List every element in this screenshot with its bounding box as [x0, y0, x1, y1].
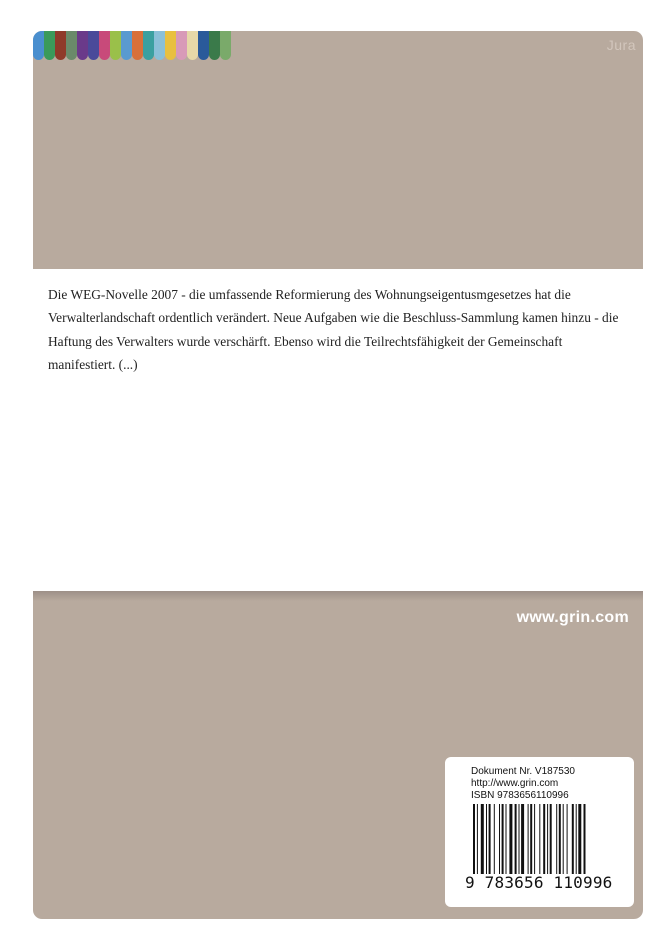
barcode-image — [473, 804, 617, 874]
website-label: www.grin.com — [516, 609, 629, 626]
barcode-bar — [499, 804, 500, 874]
color-stripe — [44, 31, 55, 60]
color-stripe — [99, 31, 110, 60]
color-stripe — [176, 31, 187, 60]
barcode-bar — [550, 804, 552, 874]
barcode-bar — [543, 804, 545, 874]
barcode-bar — [572, 804, 574, 874]
barcode-bar — [578, 804, 581, 874]
panel-shadow — [33, 591, 643, 601]
color-stripe — [110, 31, 121, 60]
color-stripe — [154, 31, 165, 60]
barcode-bar — [489, 804, 491, 874]
barcode-bar — [477, 804, 478, 874]
barcode-bar — [563, 804, 564, 874]
color-stripe — [121, 31, 132, 60]
color-stripe — [33, 31, 44, 60]
barcode-bar — [576, 804, 577, 874]
barcode-bar — [509, 804, 512, 874]
document-url: http://www.grin.com — [471, 778, 559, 789]
book-back-cover — [33, 31, 643, 919]
color-stripe — [220, 31, 231, 60]
barcode-bar — [473, 804, 475, 874]
abstract-panel — [33, 269, 643, 591]
barcode-bar — [481, 804, 484, 874]
barcode-bar — [547, 804, 548, 874]
color-stripe — [209, 31, 220, 60]
color-stripe — [55, 31, 66, 60]
barcode-bar — [530, 804, 532, 874]
barcode-digits: 9 783656 110996 — [465, 873, 613, 892]
barcode-bar — [502, 804, 504, 874]
barcode-bar — [519, 804, 520, 874]
barcode-label — [445, 757, 634, 907]
barcode-meta — [471, 766, 575, 802]
barcode-bar — [567, 804, 568, 874]
barcode-bar — [539, 804, 540, 874]
barcode-bar — [556, 804, 557, 874]
category-label: Jura — [606, 37, 636, 53]
barcode-bar — [515, 804, 517, 874]
barcode-bar — [486, 804, 487, 874]
color-stripe — [77, 31, 88, 60]
barcode-bar — [534, 804, 535, 874]
abstract-text: Die WEG-Novelle 2007 - die umfassende Reformierung des Wohnungseigentusmgesetzes hat die Verwalterlandschaft ordentlich verändert. Neue Aufgaben wie die Beschluss-Sammlung kamen hinzu - die Haftung des Verwalters wurde verschärft. Ebenso wird die Teilrechtsfähigkeit der Gemeinschaft manifestiert. (...) — [48, 287, 619, 372]
color-stripes — [33, 31, 231, 60]
color-stripe — [187, 31, 198, 60]
color-stripe — [143, 31, 154, 60]
color-stripe — [165, 31, 176, 60]
barcode-bar — [528, 804, 529, 874]
color-stripe — [132, 31, 143, 60]
barcode-bar — [559, 804, 561, 874]
barcode-bar — [521, 804, 524, 874]
barcode-bar — [494, 804, 495, 874]
color-stripe — [66, 31, 77, 60]
isbn-text: ISBN 9783656110996 — [471, 790, 569, 801]
color-stripe — [198, 31, 209, 60]
document-number: Dokument Nr. V187530 — [471, 766, 575, 777]
color-stripe — [88, 31, 99, 60]
barcode-bar — [506, 804, 507, 874]
barcode-bar — [584, 804, 586, 874]
